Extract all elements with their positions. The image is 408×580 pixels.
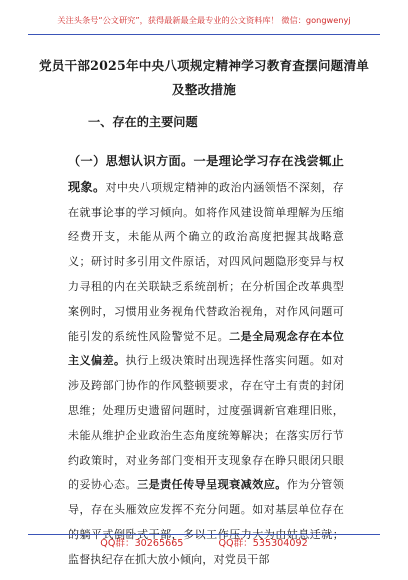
paragraph-text-3: 作为分管领导，存在头雁效应发挥不充分问题。如对基层单位存在的躺平式倒卧式干部，多以工作压力大为由姑息迁就；监督执纪存在抓大放小倾向，对党员干部 xyxy=(68,478,344,566)
paragraph-text-2: 执行上级决策时出现选择性落实问题。如对涉及跨部门协作的作风整顿要求，存在守土有责的封闭思维；处理历史遗留问题时，过度强调新官难理旧账，未能从维护企业政治生态角度统筹解决；在落实厉行节约政策时，对业务部门变相开支现象存在睁只眼闭只眼的妥协心态。 xyxy=(68,354,344,492)
page-header: 关注头条号“公文研究”，获得最新最全最专业的公文资料库！ 微信：gongwenyj xyxy=(28,6,380,35)
footer-qq-group-1: QQ群：30265665 xyxy=(100,538,184,549)
footer-qq-group-2: QQ群：535304092 xyxy=(218,538,308,549)
document-title: 党员干部2025年中央八项规定精神学习教育查摆问题清单及整改措施 xyxy=(38,58,370,97)
paragraph-lead-2: 二是全局观念存在本位主义偏差。 xyxy=(68,329,344,368)
paragraph-text-1: 对中央八项规定精神的政治内涵领悟不深刻，存在就事论事的学习倾向。如将作风建设简单理解为压缩经费开支，未能从两个确立的政治高度把握其战略意义；研讨时多引用文件原话，对四风问题隐形变异与权力寻租的内在关联缺乏系统剖析；在分析国企改革典型案例时，习惯用业务视角代替政治视角，对作风问题可能引发的系统性风险警觉不足。 xyxy=(68,180,344,343)
page-footer xyxy=(28,534,380,553)
section-heading: 一、存在的主要问题 xyxy=(88,115,198,129)
paragraph-lead-3: 三是责任传导呈现衰减效应。 xyxy=(137,478,287,492)
body-paragraph xyxy=(68,149,344,573)
paragraph-lead: （一）思想认识方面。一是理论学习存在浅尝辄止现象。 xyxy=(68,154,344,194)
